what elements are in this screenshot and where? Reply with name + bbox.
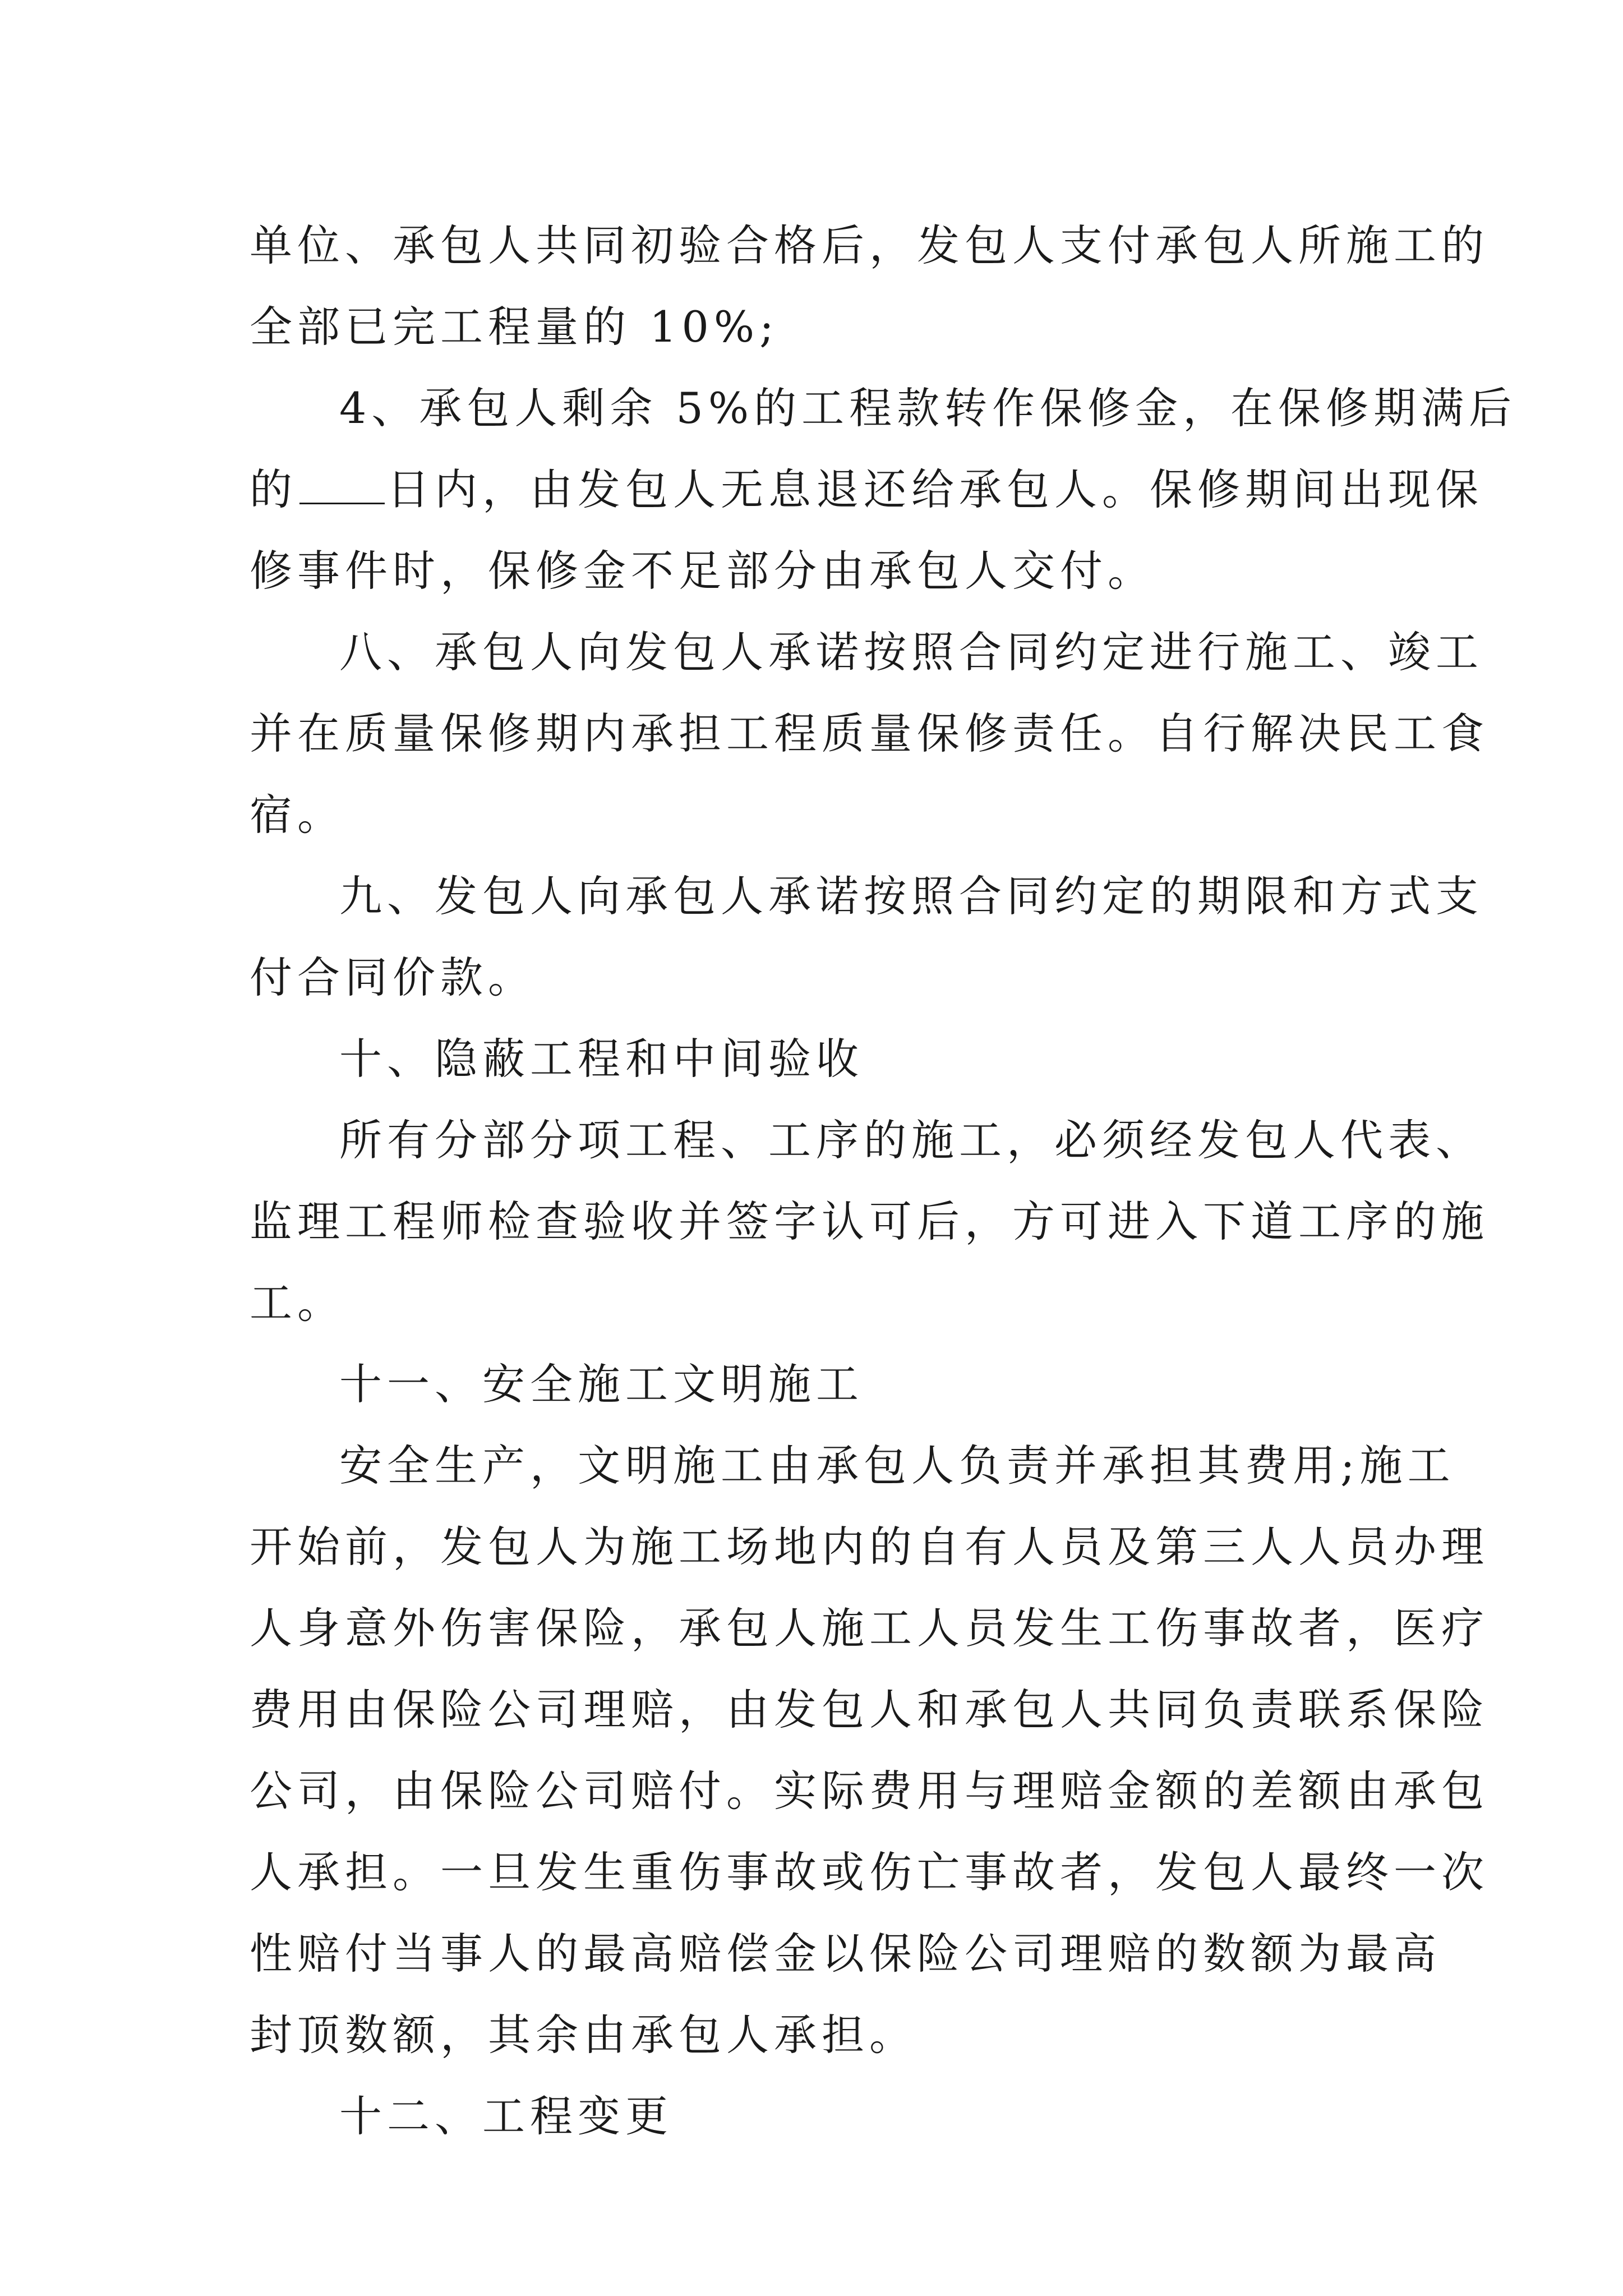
paragraph-employer-commitment xyxy=(250,855,1483,1018)
text-line: 4、承包人剩余 5%的工程款转作保修金，在保修期满后 xyxy=(339,383,1517,433)
text-line: 安全生产，文明施工由承包人负责并承担其费用;施工 xyxy=(339,1441,1455,1490)
text-line: 人承担。一旦发生重伤事故或伤亡事故者，发包人最终一次 xyxy=(250,1847,1489,1897)
text-line: 付合同价款。 xyxy=(250,953,536,1002)
text-line: 全部已完工程量的 10%; xyxy=(250,302,779,352)
paragraph-contractor-commitment xyxy=(250,611,1489,855)
text-line: 性赔付当事人的最高赔偿金以保险公司理赔的数额为最高 xyxy=(250,1929,1441,1978)
text-line: 人身意外伤害保险，承包人施工人员发生工伤事故者，医疗 xyxy=(250,1603,1489,1653)
text-line: 单位、承包人共同初验合格后，发包人支付承包人所施工的 xyxy=(250,220,1489,270)
paragraph-inspection xyxy=(250,1099,1489,1343)
text-line: 九、发包人向承包人承诺按照合同约定的期限和方式支 xyxy=(339,871,1483,921)
text-line: 八、承包人向发包人承诺按照合同约定进行施工、竣工 xyxy=(339,627,1483,677)
text-line: 开始前，发包人为施工场地内的自有人员及第三人人员办理 xyxy=(250,1522,1489,1572)
section-heading-changes: 十二、工程变更 xyxy=(339,2091,673,2141)
text-line: 监理工程师检查验收并签字认可后，方可进入下道工序的施 xyxy=(250,1197,1489,1246)
text-line: 费用由保险公司理赔，由发包人和承包人共同负责联系保险 xyxy=(250,1685,1489,1734)
paragraph-safety-insurance xyxy=(250,1425,1489,2076)
section-heading-safety: 十一、安全施工文明施工 xyxy=(339,1359,864,1409)
text-segment: 日内，由发包人无息退还给承包人。保修期间出现保 xyxy=(387,464,1483,514)
fill-in-blank xyxy=(299,469,385,504)
text-line: 封顶数额，其余由承包人承担。 xyxy=(250,2010,917,2060)
text-line: 宿。 xyxy=(250,790,345,840)
text-line: 公司，由保险公司赔付。实际费用与理赔金额的差额由承包 xyxy=(250,1766,1489,1816)
text-segment: 的 xyxy=(250,464,297,514)
text-line-with-blank xyxy=(250,449,1483,530)
paragraph-acceptance-payment xyxy=(250,205,1489,367)
paragraph-warranty-deposit xyxy=(250,367,1517,611)
text-line: 并在质量保修期内承担工程质量保修责任。自行解决民工食 xyxy=(250,708,1489,758)
text-line: 所有分部分项工程、工序的施工，必须经发包人代表、 xyxy=(339,1115,1483,1165)
text-line: 工。 xyxy=(250,1278,345,1328)
document-body xyxy=(250,205,1517,2157)
text-line: 修事件时，保修金不足部分由承包人交付。 xyxy=(250,546,1155,596)
section-heading-concealed-works: 十、隐蔽工程和中间验收 xyxy=(339,1034,864,1084)
